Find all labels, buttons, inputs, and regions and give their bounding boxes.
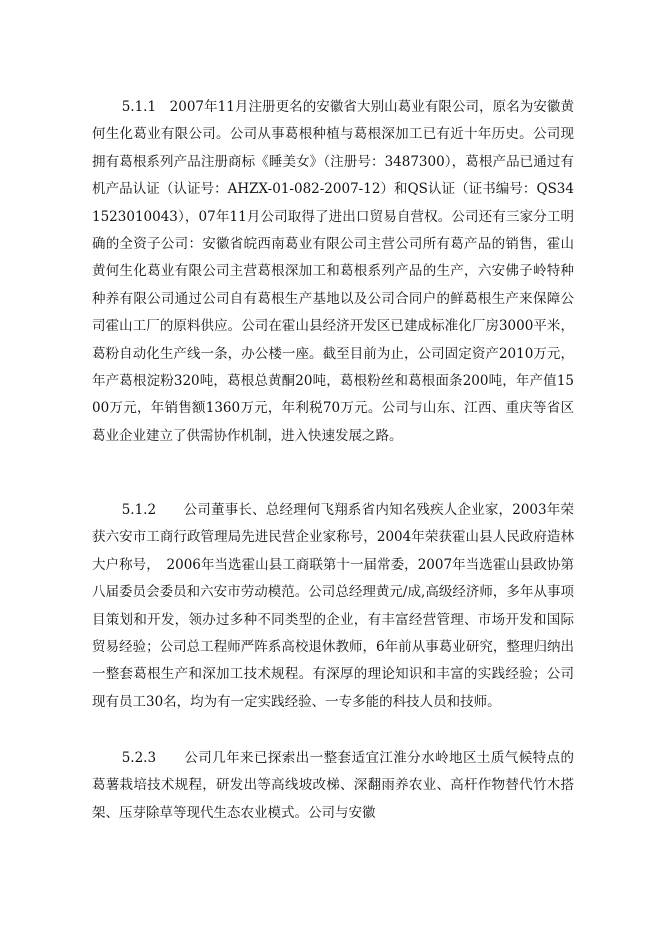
paragraph-5-1-2: 5.1.2 公司董事长、总经理何飞翔系省内知名残疾人企业家，2003年荣获六安市工商行政管理局先进民营企业家称号，2004年荣获霍山县人民政府造林大户称号， 2006年当选霍山县工商联第十一届常委，2007年当选霍山县政协第八届委员会委员和六安市劳动模范。公司总经理黄元/成,高级经济师，多年从事项目策划和开发，领办过多种不同类型的企业，有丰富经营管理、市场开发和国际贸易经验；公司总工程师严阵系高校退休教师，6年前从事葛业研究，整理归纳出一整套葛根生产和深加工技术规程。有深厚的理论知识和丰富的实践经验；公司现有员工30名，均为有一定实践经验、一专多能的科技人员和技师。 xyxy=(92,502,574,710)
paragraph-5-1-1: 5.1.1 2007年11月注册更名的安徽省大别山葛业有限公司，原名为安徽黄何生化葛业有限公司。公司从事葛根种植与葛根深加工已有近十年历史。公司现拥有葛根系列产品注册商标《睡美女》（注册号：3487300），葛根产品已通过有机产品认证（认证号：AHZX-01-082-2007-12）和QS认证（证书编号：QS341523010043），07年11月公司取得了进出口贸易自营权。公司还有三家分工明确的全资子公司：安徽省皖西南葛业有限公司主营公司所有葛产品的销售，霍山黄何生化葛业有限公司主营葛根深加工和葛根系列产品的生产，六安佛子岭特种种养有限公司通过公司自有葛根生产基地以及公司合同户的鲜葛根生产来保障公司霍山工厂的原料供应。公司在霍山县经济开发区已建成标准化厂房3000平米，葛粉自动化生产线一条，办公楼一座。截至目前为止，公司固定资产2010万元，年产葛根淀粉320吨，葛根总黄酮20吨，葛根粉丝和葛根面条200吨，年产值1500万元，年销售额1360万元，年利税70万元。公司与山东、江西、重庆等省区葛业企业建立了供需协作机制，进入快速发展之路。 xyxy=(92,99,574,444)
paragraph-5-2-3: 5.2.3 公司几年来已探索出一整套适宜江淮分水岭地区土质气候特点的葛薯栽培技术规程，研发出等高线坡改梯、深翻雨养农业、高杆作物替代竹木搭架、压芽除草等现代生态农业模式。公司与安徽 xyxy=(92,750,574,821)
